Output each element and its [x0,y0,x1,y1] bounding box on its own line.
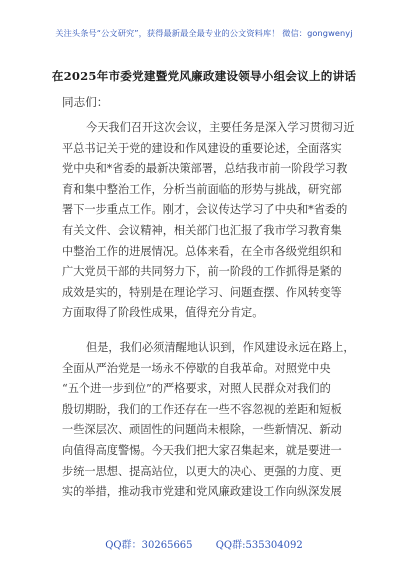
text-line: 向值得高度警惕。今天我们把大家召集起来，就是要进一 [62,443,342,457]
document-title: 在2025年市委党建暨党风廉政建设领导小组会议上的讲话 [51,69,357,83]
text-line: 有关文件、会议精神，相关部门也汇报了我市学习教育集 [62,223,342,237]
text-line: 党中央和*省委的最新决策部署，总结我市前一阶段学习教 [62,162,348,176]
text-line: 今天我们召开这次会议，主要任务是深入学习贯彻习近 [86,121,355,134]
text-line: 但是，我们必须清醒地认识到，作风建设永远在路上， [86,341,355,354]
text-line: 殷切期盼，我们的工作还存在一些不容忽视的差距和短板 [62,402,342,416]
text-line: 中整治工作的进展情况。总体来看，在全市各级党组织和 [62,244,342,258]
text-line: 广大党员干部的共同努力下，前一阶段的工作抓得是紧的 [62,265,342,279]
text-line: 一些深层次、顽固性的问题尚未根除，一些新情况、新动 [62,423,342,437]
footer [0,536,408,551]
text-line: 育和集中整治工作，分析当前面临的形势与挑战，研究部 [62,182,342,196]
paragraph-1 [62,118,356,324]
footer-qq-group-2: QQ群:535304092 [215,540,303,551]
text-line: 平总书记关于党的建设和作风建设的重要论述，全面落实 [62,141,342,155]
greeting: 同志们： [62,95,109,109]
text-line: 成效是实的，特别是在理论学习、问题查摆、作风转变等 [62,285,342,299]
footer-qq-group-1: QQ群：30265665 [105,540,193,551]
paragraph-2 [62,338,356,503]
text-line: “五个进一步到位”的严格要求，对照人民群众对我们的 [62,382,331,396]
text-line: 步统一思想、提高站位，以更大的决心、更强的力度、更 [62,464,342,478]
text-line: 方面取得了阶段性成果，值得充分肯定。 [62,306,264,320]
header-notice: 关注头条号“公文研究”，获得最新最全最专业的公文资料库！ 微信：gongwenyj [55,28,353,38]
text-line: 实的举措，推动我市党建和党风廉政建设工作向纵深发展 [62,485,342,499]
text-line: 全面从严治党是一场永不停歇的自我革命。对照党中央 [62,361,331,375]
text-line: 署下一步重点工作。刚才，会议传达学习了中央和*省委的 [62,203,348,217]
